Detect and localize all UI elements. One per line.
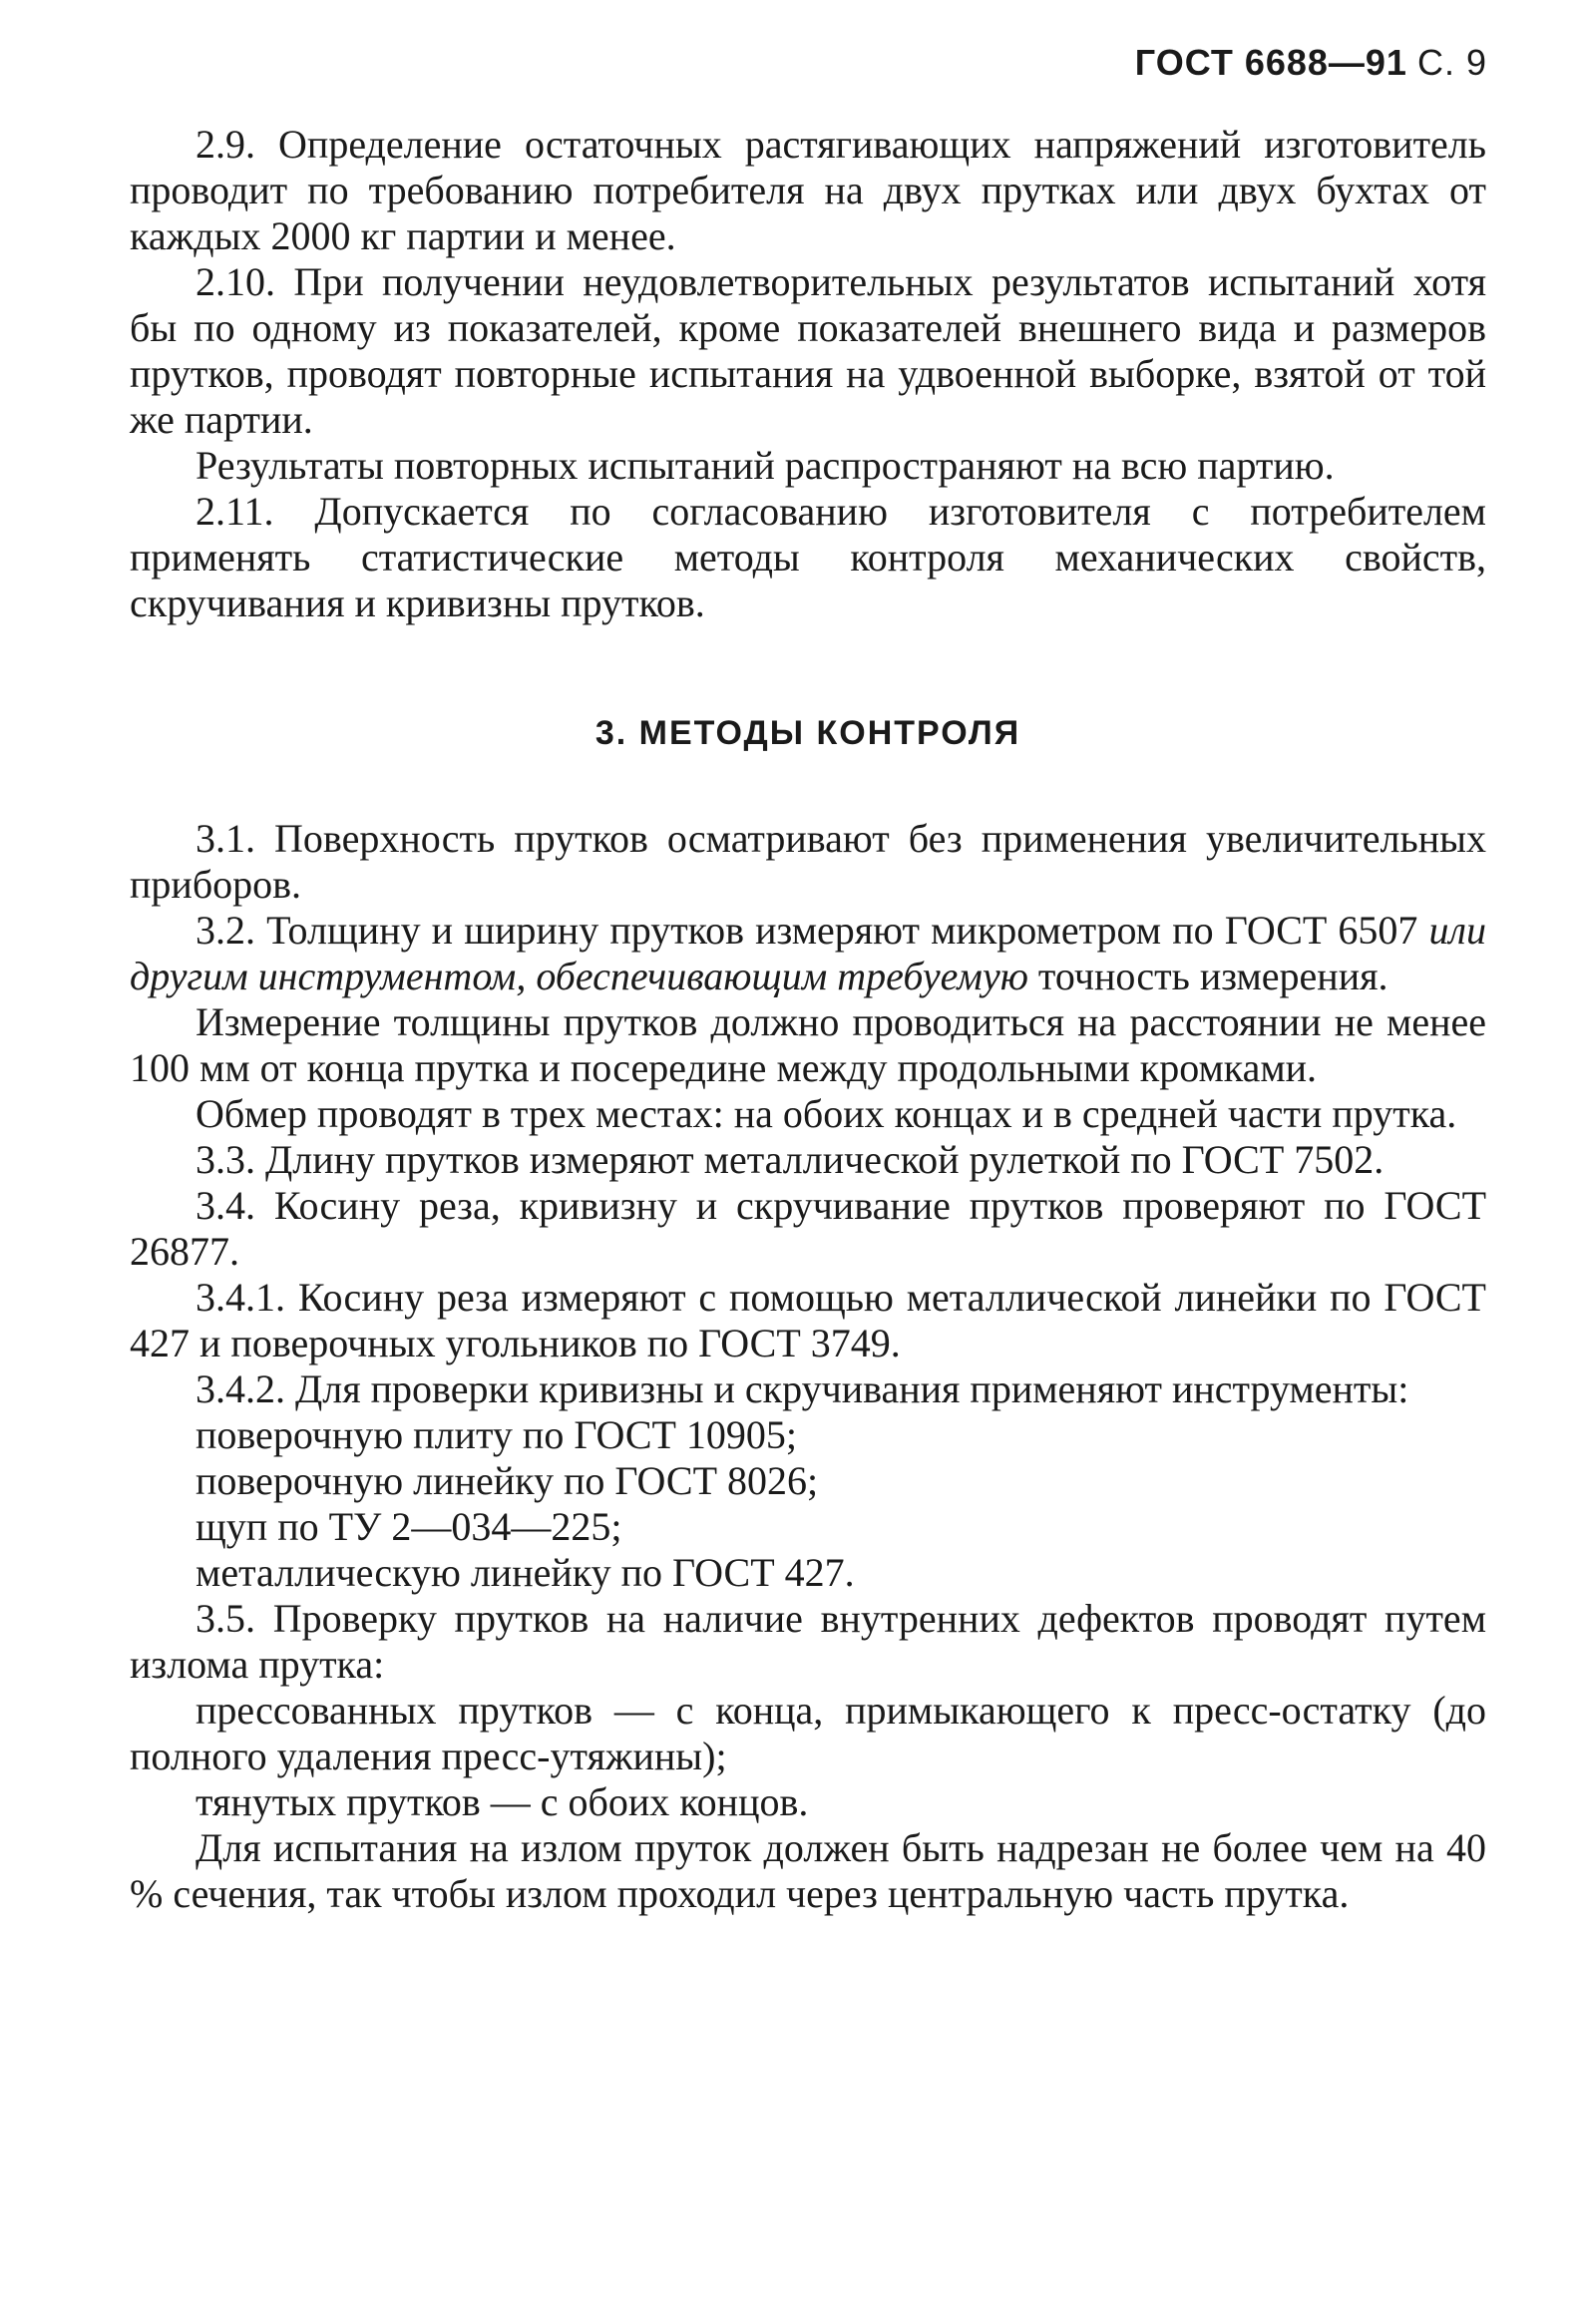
paragraph-break-test: Для испытания на излом пруток должен быть надрезан не более чем на 40 % сечения, так чтобы излом проходил через центральную часть прутка.: [130, 1825, 1486, 1916]
paragraph-3-2-start: 3.2. Толщину и ширину прутков измеряют микрометром по ГОСТ 6507: [196, 908, 1429, 953]
paragraph-2-10: 2.10. При получении неудовлетворительных результатов испытаний хотя бы по одному из показателей, кроме показателей внешнего вида и размеров прутков, проводят повторные испытания на удвоенной выборке, взятой от той же партии.: [130, 259, 1486, 442]
instrument-item: щуп по ТУ 2—034—225;: [196, 1504, 622, 1549]
instrument-item: поверочную линейку по ГОСТ 8026;: [196, 1458, 819, 1503]
page-header: [1135, 42, 1487, 84]
paragraph-measurement-places: Обмер проводят в трех местах: на обоих концах и в средней части прутка.: [196, 1091, 1457, 1136]
paragraph-3-2: [130, 908, 1486, 999]
break-item: тянутых прутков — с обоих концов.: [196, 1779, 809, 1824]
paragraph-3-4-2: 3.4.2. Для проверки кривизны и скручивания применяют инструменты:: [196, 1366, 1409, 1411]
instrument-item: металлическую линейку по ГОСТ 427.: [196, 1550, 855, 1595]
break-item: прессованных прутков — с конца, примыкающего к пресс-остатку (до полного удаления пресс-утяжины);: [130, 1688, 1486, 1778]
paragraph-3-4-1: 3.4.1. Косину реза измеряют с помощью металлической линейки по ГОСТ 427 и поверочных угольников по ГОСТ 3749.: [130, 1275, 1486, 1365]
instrument-item: поверочную плиту по ГОСТ 10905;: [196, 1412, 798, 1457]
paragraph-2-9: 2.9. Определение остаточных растягивающих напряжений изготовитель проводит по требованию потребителя на двух прутках или двух бухтах от каждых 2000 кг партии и менее.: [130, 122, 1486, 258]
paragraph-3-4: 3.4. Косину реза, кривизну и скручивание прутков проверяют по ГОСТ 26877.: [130, 1183, 1486, 1274]
paragraph-2-11: 2.11. Допускается по согласованию изготовителя с потребителем применять статистические методы контроля механических свойств, скручивания и кривизны прутков.: [130, 489, 1486, 625]
paragraph-3-2-end: точность измерения.: [1027, 954, 1388, 998]
paragraph-measurement: Измерение толщины прутков должно проводиться на расстоянии не менее 100 мм от конца прутка и посередине между продольными кромками.: [130, 999, 1486, 1090]
paragraph-3-2-italic: или другим инструментом, обеспечивающим требуемую: [130, 908, 1486, 998]
standard-number: ГОСТ 6688—91: [1134, 42, 1407, 83]
paragraph-repeat-tests: Результаты повторных испытаний распространяют на всю партию.: [196, 443, 1335, 488]
document-body: [130, 122, 1486, 1917]
page-number: С. 9: [1416, 42, 1487, 83]
paragraph-3-3: 3.3. Длину прутков измеряют металлической рулеткой по ГОСТ 7502.: [196, 1137, 1384, 1182]
paragraph-3-5: 3.5. Проверку прутков на наличие внутренних дефектов проводят путем излома прутка:: [130, 1596, 1486, 1687]
paragraph-3-1: 3.1. Поверхность прутков осматривают без применения увеличительных приборов.: [130, 816, 1486, 907]
section-title: 3. МЕТОДЫ КОНТРОЛЯ: [594, 714, 1021, 752]
